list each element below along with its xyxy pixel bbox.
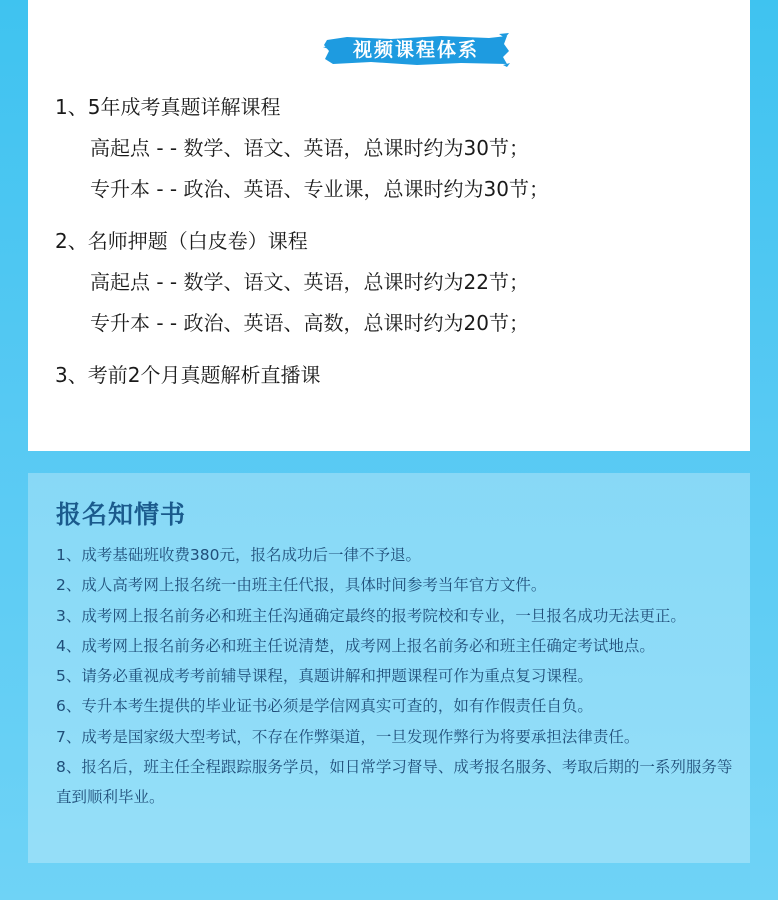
notice-item: 7、成考是国家级大型考试，不存在作弊渠道，一旦发现作弊行为将要承担法律责任。	[56, 727, 640, 746]
notice-item: 6、专升本考生提供的毕业证书必须是学信网真实可查的，如有作假责任自负。	[56, 697, 593, 716]
course-detail-line: 高起点 - - 数学、语文、英语，总课时约为22节；	[90, 270, 529, 294]
notice-item: 5、请务必重视成考考前辅导课程，真题讲解和押题课程可作为重点复习课程。	[56, 667, 593, 686]
notice-item: 3、成考网上报名前务必和班主任沟通确定最终的报考院校和专业，一旦报名成功无法更正。	[56, 606, 686, 625]
course-heading: 1、5年成考真题详解课程	[55, 95, 281, 119]
course-list	[55, 92, 735, 412]
course-detail-line: 高起点 - - 数学、语文、英语，总课时约为30节；	[90, 136, 529, 160]
course-detail-line: 专升本 - - 政治、英语、高数，总课时约为20节；	[90, 311, 529, 335]
course-heading: 2、名师押题（白皮卷）课程	[55, 229, 308, 253]
notice-item: 8、报名后，班主任全程跟踪服务学员，如日常学习督导、成考报名服务、考取后期的一系列服务等直到顺利毕业。	[56, 758, 733, 807]
course-system-title-badge	[321, 32, 511, 68]
course-item	[55, 360, 735, 390]
course-heading: 3、考前2个月真题解析直播课	[55, 363, 321, 387]
notice-item: 2、成人高考网上报名统一由班主任代报，具体时间参考当年官方文件。	[56, 576, 547, 595]
notice-item: 4、成考网上报名前务必和班主任说清楚，成考网上报名前务必和班主任确定考试地点。	[56, 636, 655, 655]
course-item	[55, 226, 735, 338]
course-item	[55, 92, 735, 204]
course-system-title: 视频课程体系	[352, 39, 479, 61]
course-detail-line: 专升本 - - 政治、英语、专业课，总课时约为30节；	[90, 177, 549, 201]
enrollment-notice-title: 报名知情书	[56, 500, 187, 529]
notice-item: 1、成考基础班收费380元，报名成功后一律不予退。	[56, 546, 421, 564]
enrollment-notice-list	[56, 540, 742, 813]
enrollment-notice-card	[28, 473, 750, 863]
course-system-card	[28, 0, 750, 451]
